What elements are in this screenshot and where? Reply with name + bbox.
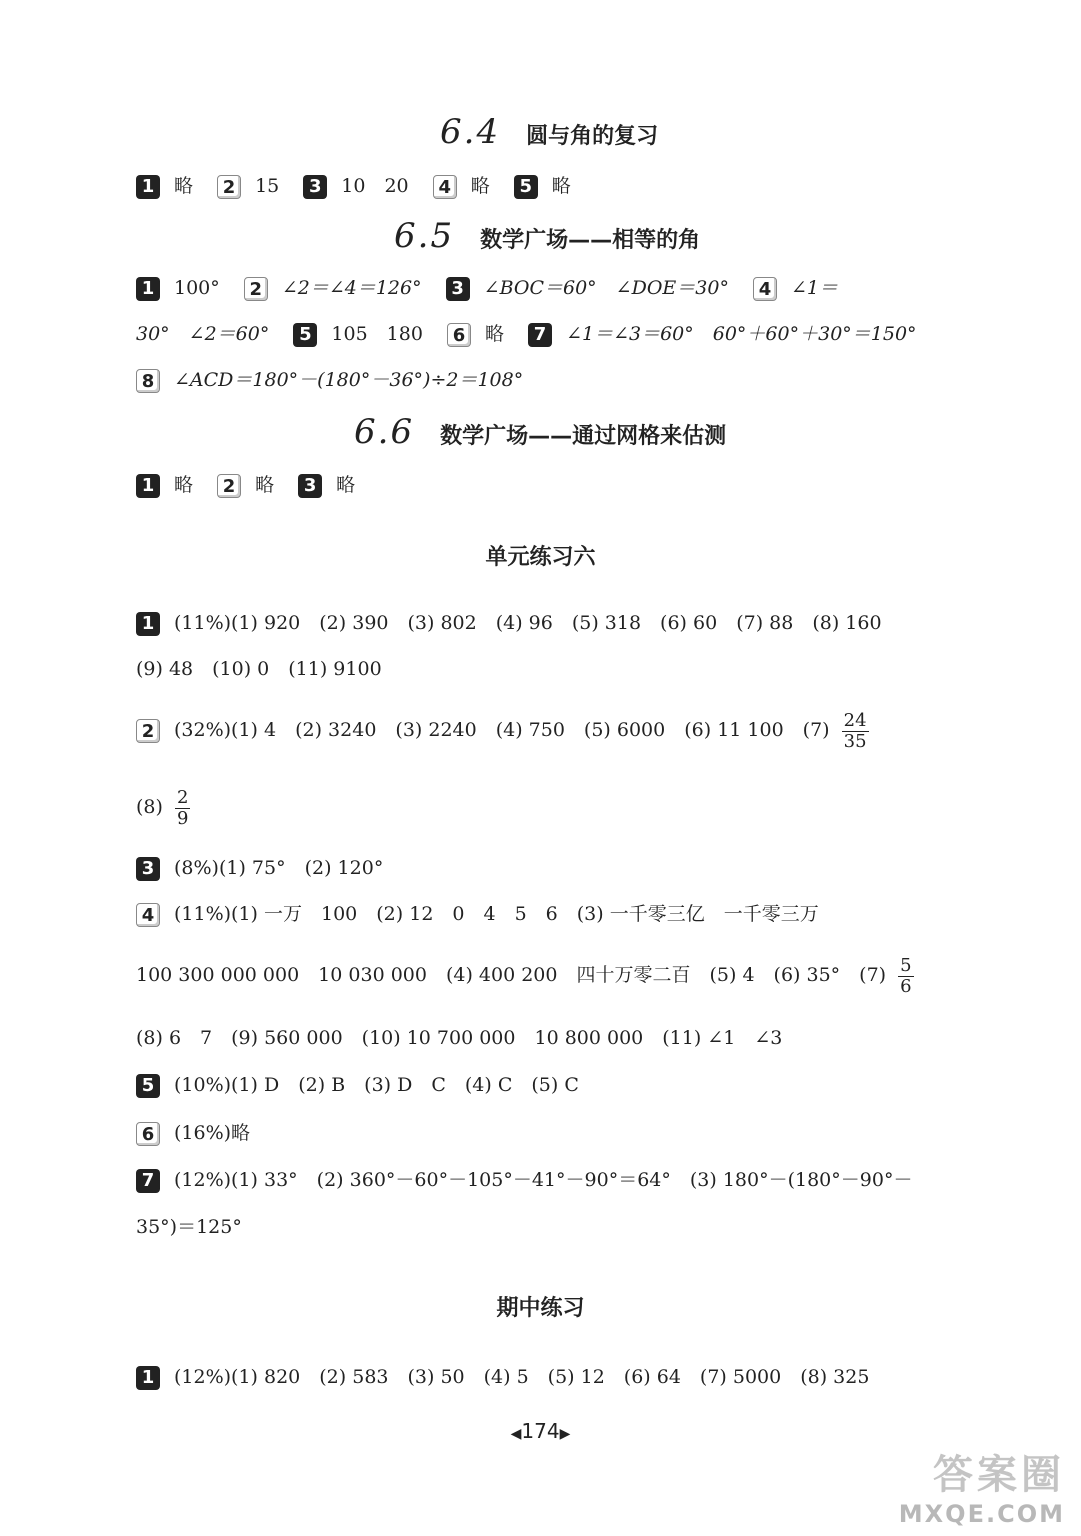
section-number: 6.5 xyxy=(394,216,455,256)
q2-item-8: (8) xyxy=(136,796,163,818)
question-badge-8: 8 xyxy=(136,369,160,393)
question-badge-4: 4 xyxy=(753,277,777,301)
numerator: 2 xyxy=(176,786,189,808)
unit-q4-line2 xyxy=(136,953,991,997)
question-badge-7: 7 xyxy=(528,323,552,347)
answer-6: 略 xyxy=(485,323,505,345)
question-badge-1: 1 xyxy=(136,612,160,636)
unit-q3 xyxy=(136,856,991,881)
watermark xyxy=(899,1443,1065,1528)
question-badge-1: 1 xyxy=(136,175,160,199)
q5-answers: (10%)(1) D (2) B (3) D C (4) C (5) C xyxy=(174,1074,579,1096)
question-badge-5: 5 xyxy=(136,1074,160,1098)
question-badge-2: 2 xyxy=(136,719,160,743)
q2-answers: (32%)(1) 4 (2) 3240 (3) 2240 (4) 750 (5) 6000 (6) 11 100 (7) xyxy=(174,719,830,741)
section-6-6-heading xyxy=(354,412,726,452)
page-number xyxy=(0,1419,1081,1443)
answer-1: 略 xyxy=(174,474,194,496)
fraction-q4-7 xyxy=(898,956,913,997)
answer-2: 略 xyxy=(255,474,275,496)
question-badge-3: 3 xyxy=(298,474,322,498)
midterm-title: 期中练习 xyxy=(496,1296,585,1321)
numerator: 5 xyxy=(900,954,912,976)
section-6-5-answers-line2 xyxy=(136,322,991,347)
midterm-q1-answers: (12%)(1) 820 (2) 583 (3) 50 (4) 5 (5) 12 (6) 64 (7) 5000 (8) 325 xyxy=(174,1366,870,1388)
question-badge-1: 1 xyxy=(136,277,160,301)
answer-3: ∠BOC＝60° ∠DOE＝30° xyxy=(483,277,729,299)
unit-q2-line2 xyxy=(136,785,991,829)
answer-2: ∠2＝∠4＝126° xyxy=(281,277,422,299)
unit-q2-line1 xyxy=(136,708,991,752)
section-6-5-answers-line1 xyxy=(136,276,991,301)
answer-3: 略 xyxy=(336,474,356,496)
unit-six-title: 单元练习六 xyxy=(485,545,596,570)
denominator: 9 xyxy=(176,807,189,829)
q6-answers: (16%)略 xyxy=(174,1122,251,1144)
unit-q4-line1 xyxy=(136,902,991,927)
watermark-url: MXQE.COM xyxy=(898,1500,1065,1528)
left-arrow-icon: ◀ xyxy=(510,1426,522,1442)
section-number: 6.6 xyxy=(354,412,415,452)
page-number-text: 174 xyxy=(521,1419,560,1443)
unit-q7-line1 xyxy=(136,1168,991,1193)
answer-5: 105 180 xyxy=(331,323,423,345)
answer-4-start: ∠1＝ xyxy=(791,277,839,299)
unit-q6 xyxy=(136,1121,991,1146)
question-badge-4: 4 xyxy=(433,175,457,199)
section-6-5-answers-line3 xyxy=(136,368,991,393)
question-badge-6: 6 xyxy=(136,1122,160,1146)
section-6-4-heading xyxy=(440,112,658,152)
answer-5: 略 xyxy=(551,175,571,197)
section-6-4-answers xyxy=(136,174,991,199)
q4-answers-cont: 100 300 000 000 10 030 000 (4) 400 200 四十万零二百 (5) 4 (6) 35° (7) xyxy=(136,964,887,986)
answer-4-end: 30° ∠2＝60° xyxy=(136,323,270,345)
denominator: 35 xyxy=(843,730,867,752)
answer-7: ∠1＝∠3＝60° 60°＋60°＋30°＝150° xyxy=(566,323,917,345)
question-badge-4: 4 xyxy=(136,903,160,927)
right-arrow-icon: ▶ xyxy=(559,1426,571,1442)
question-badge-1: 1 xyxy=(136,474,160,498)
unit-q5 xyxy=(136,1073,991,1098)
q7-answers: (12%)(1) 33° (2) 360°－60°－105°－41°－90°＝64° (3) 180°－(180°－90°－ xyxy=(174,1169,913,1191)
answer-4: 略 xyxy=(470,175,490,197)
unit-q7-line2: 35°)＝125° xyxy=(136,1216,242,1238)
section-title: 圆与角的复习 xyxy=(526,124,659,149)
watermark-logo: 答案圈 xyxy=(933,1452,1065,1498)
answer-8: ∠ACD＝180°－(180°－36°)÷2＝108° xyxy=(174,369,524,391)
question-badge-3: 3 xyxy=(446,277,470,301)
section-6-6-answers xyxy=(136,473,991,498)
fraction-7 xyxy=(842,711,869,752)
answer-1: 略 xyxy=(174,175,194,197)
section-6-5-heading xyxy=(394,216,700,256)
unit-q4-line3: (8) 6 7 (9) 560 000 (10) 10 700 000 10 800 000 (11) ∠1 ∠3 xyxy=(136,1027,783,1049)
answer-2: 15 xyxy=(255,175,280,197)
question-badge-5: 5 xyxy=(514,175,538,199)
section-title: 数学广场——相等的角 xyxy=(480,228,701,253)
numerator: 24 xyxy=(843,709,867,731)
unit-q1-line1 xyxy=(136,611,991,636)
question-badge-3: 3 xyxy=(136,857,160,881)
question-badge-5: 5 xyxy=(293,323,317,347)
section-number: 6.4 xyxy=(440,112,501,152)
question-badge-2: 2 xyxy=(244,277,268,301)
unit-q1-line2: (9) 48 (10) 0 (11) 9100 xyxy=(136,658,382,680)
fraction-8 xyxy=(175,788,190,829)
question-badge-2: 2 xyxy=(217,474,241,498)
q3-answers: (8%)(1) 75° (2) 120° xyxy=(174,857,384,879)
answer-3: 10 20 xyxy=(341,175,409,197)
section-title: 数学广场——通过网格来估测 xyxy=(440,424,727,449)
question-badge-7: 7 xyxy=(136,1169,160,1193)
answer-1: 100° xyxy=(174,277,220,299)
midterm-q1 xyxy=(136,1365,991,1390)
question-badge-2: 2 xyxy=(217,175,241,199)
denominator: 6 xyxy=(900,975,912,997)
question-badge-6: 6 xyxy=(447,323,471,347)
question-badge-1: 1 xyxy=(136,1366,160,1390)
q1-answers: (11%)(1) 920 (2) 390 (3) 802 (4) 96 (5) 318 (6) 60 (7) 88 (8) 160 xyxy=(174,612,882,634)
q4-answers: (11%)(1) 一万 100 (2) 12 0 4 5 6 (3) 一千零三亿 一千零三万 xyxy=(174,903,819,925)
question-badge-3: 3 xyxy=(303,175,327,199)
